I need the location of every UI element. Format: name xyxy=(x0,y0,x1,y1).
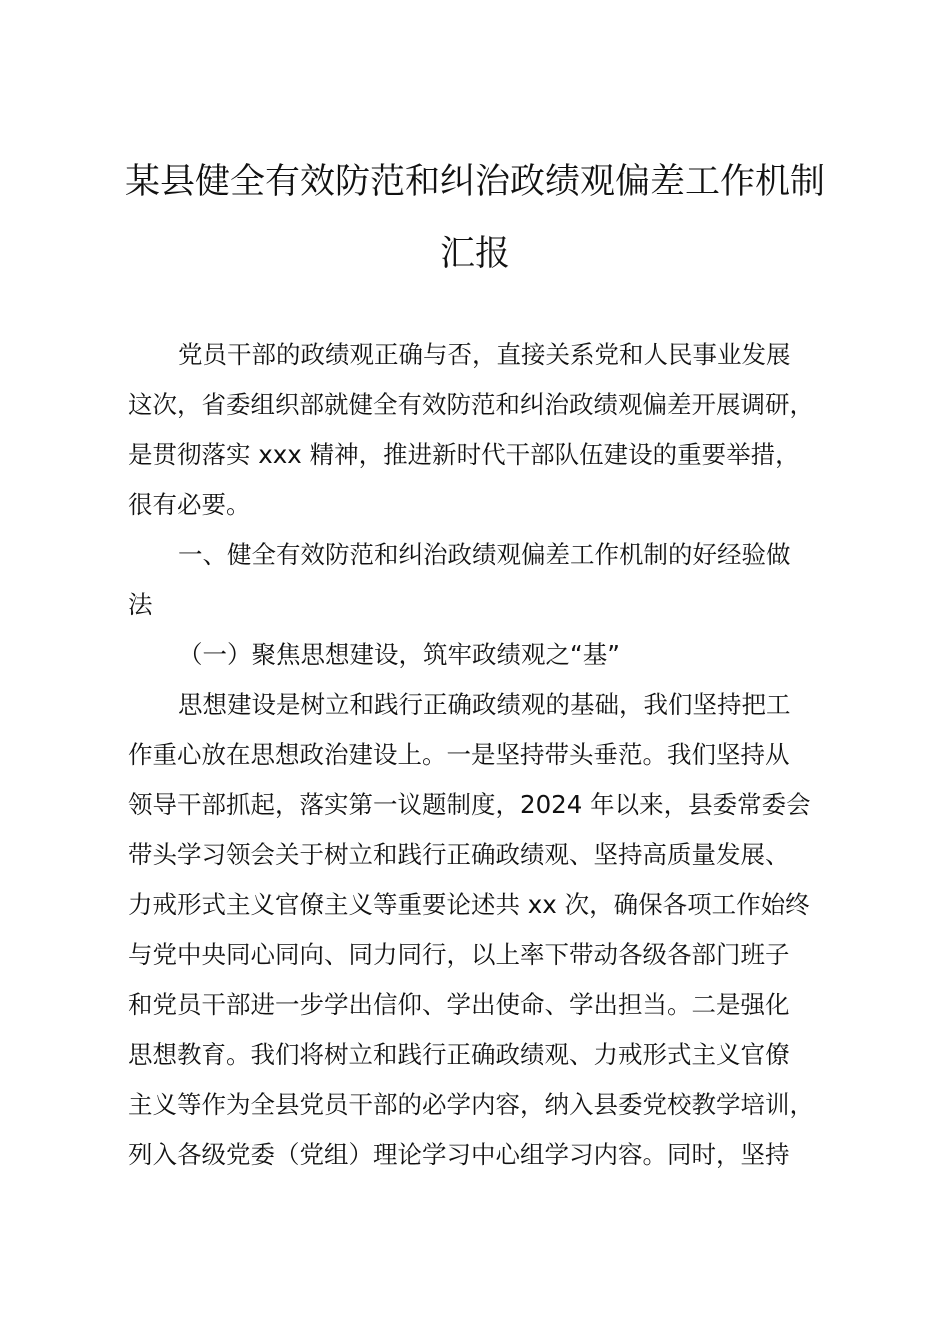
text-line: 与党中央同心同向、同力同行，以上率下带动各级各部门班子 xyxy=(128,940,790,969)
document-body xyxy=(128,330,838,1180)
text-line: 主义等作为全县党员干部的必学内容，纳入县委党校教学培训， xyxy=(128,1090,814,1119)
paragraph xyxy=(128,680,838,1180)
text-line: 带头学习领会关于树立和践行正确政绩观、坚持高质量发展、 xyxy=(128,840,790,869)
text-line: 是贯彻落实 xxx 精神，推进新时代干部队伍建设的重要举措， xyxy=(128,440,800,469)
text-line: 法 xyxy=(128,590,153,619)
text-line: 和党员干部进一步学出信仰、学出使命、学出担当。二是强化 xyxy=(128,990,790,1019)
text-line: 列入各级党委（党组）理论学习中心组学习内容。同时，坚持 xyxy=(128,1140,790,1169)
text-line: 作重心放在思想政治建设上。一是坚持带头垂范。我们坚持从 xyxy=(128,740,790,769)
text-line: 党员干部的政绩观正确与否，直接关系党和人民事业发展 xyxy=(178,340,791,369)
title-line-1: 某县健全有效防范和纠治政绩观偏差工作机制 xyxy=(124,162,825,202)
text-line: 很有必要。 xyxy=(128,490,251,519)
text-line: 力戒形式主义官僚主义等重要论述共 xx 次，确保各项工作始终 xyxy=(128,890,810,919)
text-line: 思想教育。我们将树立和践行正确政绩观、力戒形式主义官僚 xyxy=(128,1040,790,1069)
paragraph xyxy=(128,530,838,630)
text-line: （一）聚焦思想建设，筑牢政绩观之“基” xyxy=(178,640,620,669)
text-line: 这次，省委组织部就健全有效防范和纠治政绩观偏差开展调研， xyxy=(128,390,814,419)
document-title xyxy=(0,146,950,290)
text-line: 一、健全有效防范和纠治政绩观偏差工作机制的好经验做 xyxy=(178,540,791,569)
text-line: 领导干部抓起，落实第一议题制度，2024 年以来，县委常委会 xyxy=(128,790,811,819)
text-line: 思想建设是树立和践行正确政绩观的基础，我们坚持把工 xyxy=(178,690,791,719)
paragraph xyxy=(128,330,838,530)
title-line-2: 汇报 xyxy=(439,234,510,274)
paragraph xyxy=(128,630,838,680)
